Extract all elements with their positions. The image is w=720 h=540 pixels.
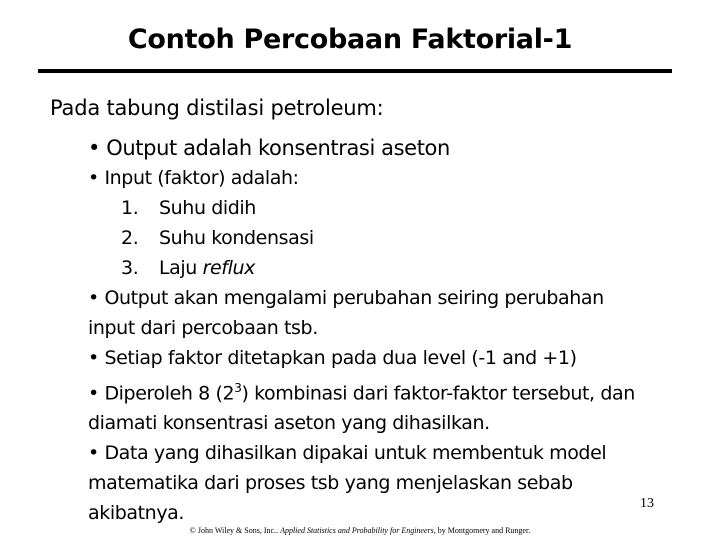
factor-number: 3. — [121, 257, 139, 279]
slide-body — [88, 133, 678, 528]
factor-text: Suhu kondensasi — [159, 227, 314, 249]
bullet-model-line-3: akibatnya. — [88, 502, 185, 525]
copyright-footer — [0, 526, 720, 535]
footer-book-title: Applied Statistics and Probability for Engineers — [280, 526, 434, 535]
footer-suffix: , by Montgomery and Runger. — [433, 526, 531, 535]
combinations-text-end: ) kombinasi dari faktor-faktor tersebut, dan — [241, 382, 635, 405]
factor-text-italic: reflux — [202, 257, 255, 279]
bullet-output: • Output adalah konsentrasi aseton — [88, 136, 450, 160]
factor-item-1 — [88, 193, 678, 223]
bullet-model-line-2: matematika dari proses tsb yang menjelaskan sebab — [88, 472, 573, 495]
intro-text: Pada tabung distilasi petroleum: — [50, 96, 384, 120]
factor-number: 1. — [121, 197, 139, 219]
bullet-change-line-2: input dari percobaan tsb. — [88, 317, 318, 339]
bullet-combinations — [88, 373, 678, 408]
bullet-levels: • Setiap faktor ditetapkan pada dua level (-1 and +1) — [88, 347, 577, 369]
factor-text: Laju — [159, 257, 203, 279]
footer-prefix: © John Wiley & Sons, Inc.. — [189, 526, 281, 535]
factor-number: 2. — [121, 227, 139, 249]
factor-item-3 — [88, 253, 678, 283]
combinations-text-start: • Diperoleh 8 (2 — [88, 382, 235, 405]
page-number: 13 — [640, 496, 654, 511]
title-underline — [38, 69, 672, 73]
bullet-input: • Input (faktor) adalah: — [88, 167, 299, 189]
factor-item-2 — [88, 223, 678, 253]
slide-title: Contoh Percobaan Faktorial-1 — [127, 24, 573, 55]
combinations-exponent: 3 — [234, 381, 242, 395]
bullet-change-line-1: • Output akan mengalami perubahan seiring perubahan — [88, 287, 604, 309]
factor-text: Suhu didih — [159, 197, 256, 219]
bullet-model-line-1: • Data yang dihasilkan dipakai untuk membentuk model — [88, 442, 607, 465]
bullet-combinations-line-2: diamati konsentrasi aseton yang dihasilkan. — [88, 412, 490, 435]
